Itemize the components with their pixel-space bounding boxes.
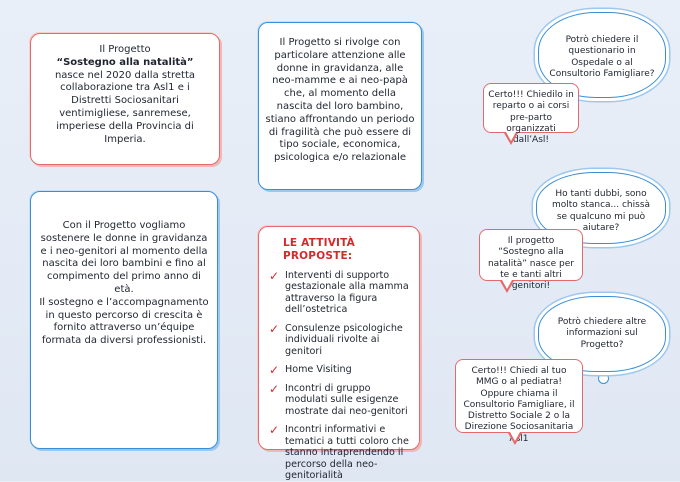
target-audience-card — [258, 22, 422, 190]
target-audience-text: Il Progetto si rivolge con particolare attenzione alle donne in gravidanza, alle neo-mamme e ai neo-papà che, al momento della nascita del loro bambino, stiano affrontando un periodo di fragilità che può essere di tipo sociale, economica, psicologica e/o relazionale — [265, 37, 415, 164]
question-bubble-3: Potrò chiedere altre informazioni sul Progetto? — [538, 296, 666, 372]
speech-tail — [504, 133, 518, 145]
thought-puff — [598, 373, 609, 384]
check-icon: ✓ — [269, 363, 280, 378]
list-item: ✓ Incontri di gruppo modulati sulle esigenze mostrate dai neo-genitori — [269, 381, 408, 417]
check-icon: ✓ — [269, 381, 280, 396]
activities-card — [258, 226, 420, 482]
support-text: Il sostegno e l’accompagnamento in questo percorso di crescita è fornito attraverso un’équipe formata da diversi professionisti. — [39, 296, 209, 347]
answer-bubble-2: Il progetto “Sostegno alla natalità” nasce per te e tanti altri genitori! — [479, 229, 583, 281]
project-goal-card — [30, 191, 218, 449]
question-bubble-1: Potrò chiedere il questionario in Ospedale o al Consultorio Famigliare? — [538, 12, 666, 98]
project-intro-card — [30, 33, 220, 165]
question-bubble-2: Ho tanti dubbi, sono molto stanca... chissà se qualcuno mi può aiutare? — [536, 172, 666, 244]
activities-title: LE ATTIVITÀ PROPOSTE: — [283, 237, 356, 263]
list-item: ✓ Incontri informativi e tematici a tutti coloro che stanno intraprendendo il percorso della neo-genitorialità — [269, 423, 409, 482]
speech-tail — [500, 281, 514, 293]
list-item: ✓ Home Visiting — [269, 363, 352, 378]
check-icon: ✓ — [269, 423, 280, 438]
check-icon: ✓ — [269, 268, 280, 283]
activities-list — [269, 270, 409, 482]
list-item: ✓ Interventi di supporto gestazionale alla mamma attraverso la figura dell’ostetrica — [269, 268, 409, 316]
intro-line: Il Progetto — [99, 44, 151, 55]
speech-tail — [508, 433, 522, 445]
project-name: “Sostegno alla natalità” — [56, 56, 194, 68]
check-icon: ✓ — [269, 321, 280, 336]
list-item: ✓ Consulenze psicologiche individuali rivolte ai genitori — [269, 321, 403, 357]
goal-text: Con il Progetto vogliamo sostenere le donne in gravidanza e i neo-genitori al momento della nascita dei loro bambini e fino al compimento del primo anno di età. — [40, 220, 208, 295]
answer-bubble-1: Certo!!! Chiedilo in reparto o ai corsi pre-parto organizzati dall’Asl! — [483, 83, 579, 133]
answer-bubble-3: Certo!!! Chiedi al tuo MMG o al pediatra! Oppure chiama il Consultorio Famigliare, il Distretto Sociale 2 o la Direzione Sociosanitaria Asl1 — [455, 359, 583, 433]
intro-body: nasce nel 2020 dalla stretta collaborazione tra Asl1 e i Distretti Sociosanitari ventimigliese, sanremese, imperiese della Provincia di Imperia. — [54, 69, 196, 145]
